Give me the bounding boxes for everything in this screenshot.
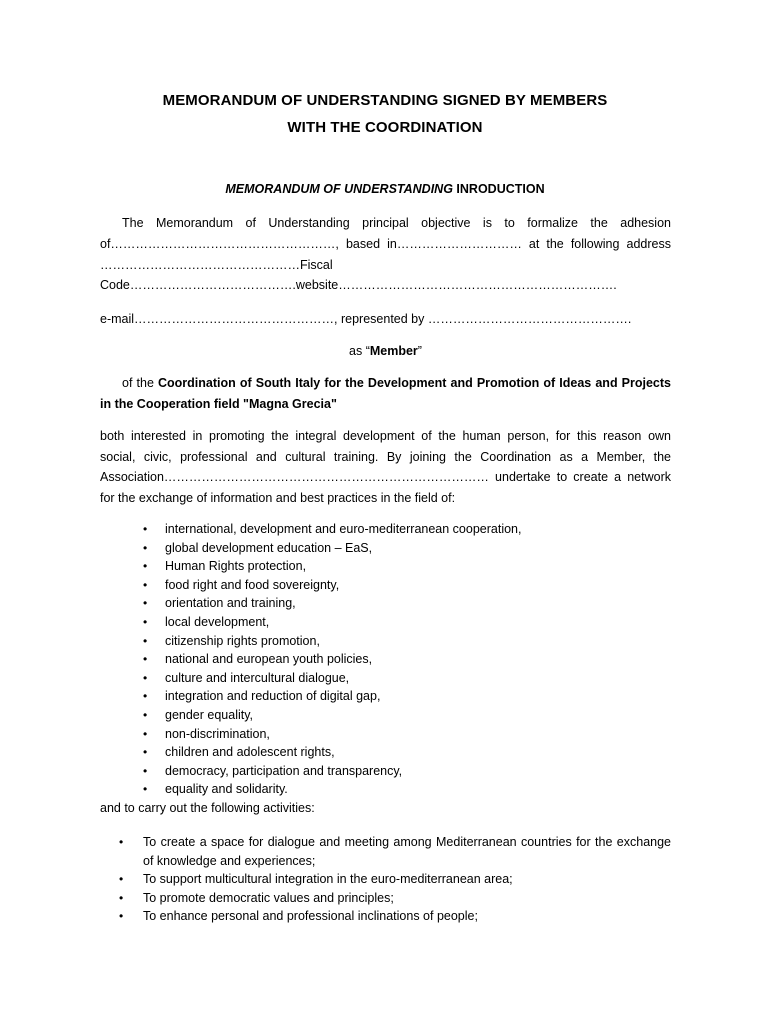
list-item	[143, 762, 665, 781]
list-item	[143, 669, 665, 688]
email-line: e-mail…………………………………………, represented by ………………………………………….	[100, 312, 632, 326]
list-item	[143, 613, 665, 632]
list-item	[143, 743, 665, 762]
member-prefix: as “	[349, 344, 370, 358]
intro-line-2: of………………………………………………, based in………………………… at the following address	[100, 237, 671, 251]
bullet-icon: •	[143, 763, 148, 778]
list-item-text: equality and solidarity.	[165, 782, 288, 797]
bullet-icon: •	[143, 540, 148, 555]
bullet-icon: •	[143, 522, 148, 536]
coordination-name: Coordination of South Italy for the Development and Promotion of Ideas and Projects in the Cooperation field "Magna Grecia"	[100, 376, 671, 411]
body-line-3: Association…………………………………………………………………… undertake to create a network	[100, 470, 671, 484]
list-item-text: local development,	[165, 614, 270, 629]
list-item	[119, 833, 671, 870]
list-item	[143, 650, 665, 669]
list-item-text: global development education – EaS,	[165, 540, 373, 555]
list-item-text: culture and intercultural dialogue,	[165, 670, 350, 685]
list-item-text: democracy, participation and transparency,	[165, 763, 403, 778]
bullet-icon: •	[143, 670, 148, 685]
member-label: Member	[369, 344, 418, 358]
coordination-paragraph	[100, 373, 671, 414]
bullet-icon: •	[143, 707, 148, 722]
list-item-text: national and european youth policies,	[165, 652, 373, 667]
list-item	[143, 632, 665, 651]
subtitle-plain: INRODUCTION	[452, 182, 545, 196]
bullet-icon: •	[143, 633, 148, 648]
bullet-icon: •	[143, 614, 148, 629]
list-item-text: children and adolescent rights,	[165, 745, 335, 760]
list-item	[119, 907, 671, 926]
bullet-icon: •	[143, 745, 148, 760]
activities-list	[119, 833, 671, 926]
activities-intro: and to carry out the following activities:	[100, 801, 315, 815]
list-item-text: citizenship rights promotion,	[165, 633, 320, 648]
bullet-icon: •	[143, 596, 148, 611]
body-line-4: for the exchange of information and best practices in the field of:	[100, 491, 456, 505]
list-item-text: international, development and euro-mediterranean cooperation,	[165, 522, 522, 536]
list-item	[143, 594, 665, 613]
list-item-text: To create a space for dialogue and meeting among Mediterranean countries for the exchange of knowledge and experiences;	[143, 835, 671, 868]
list-item	[143, 576, 665, 595]
coordination-prefix: of the	[122, 376, 158, 390]
bullet-icon: •	[143, 689, 148, 704]
document-title-line-1: MEMORANDUM OF UNDERSTANDING SIGNED BY MEMBERS	[162, 92, 608, 109]
intro-line-4: Code………………………………….website………………………………………………………….	[100, 278, 617, 292]
intro-line-3: …………………………………………Fiscal	[100, 258, 333, 272]
bullet-icon: •	[143, 652, 148, 667]
list-item-text: food right and food sovereignty,	[165, 577, 340, 592]
section-subtitle	[0, 182, 770, 196]
list-item	[143, 706, 665, 725]
member-suffix: ”	[417, 344, 422, 358]
list-item	[143, 687, 665, 706]
bullet-icon: •	[119, 890, 124, 905]
bullet-icon: •	[119, 872, 124, 886]
body-line-2: social, civic, professional and cultural training. By joining the Coordination as a Member, the	[100, 450, 671, 464]
list-item	[143, 520, 665, 539]
bullet-icon: •	[119, 835, 124, 849]
member-line	[100, 341, 671, 362]
list-item	[119, 889, 671, 908]
bullet-icon: •	[143, 559, 148, 574]
list-item-text: To promote democratic values and principles;	[143, 890, 394, 905]
list-item-text: integration and reduction of digital gap,	[165, 689, 381, 704]
list-item	[143, 780, 665, 799]
list-item-text: To support multicultural integration in the euro-mediterranean area;	[143, 872, 513, 886]
bullet-icon: •	[143, 577, 148, 592]
intro-line-1: The Memorandum of Understanding principal objective is to formalize the adhesion	[122, 216, 671, 230]
bullet-icon: •	[119, 909, 124, 923]
list-item-text: orientation and training,	[165, 596, 296, 611]
list-item	[119, 870, 671, 889]
list-item-text: Human Rights protection,	[165, 559, 307, 574]
list-item	[143, 725, 665, 744]
list-item-text: gender equality,	[165, 707, 254, 722]
bullet-icon: •	[143, 782, 148, 797]
bullet-icon: •	[143, 726, 148, 741]
subtitle-italic: MEMORANDUM OF UNDERSTANDING	[225, 182, 453, 196]
list-item-text: To enhance personal and professional inclinations of people;	[143, 909, 478, 923]
fields-list	[143, 520, 665, 799]
list-item-text: non-discrimination,	[165, 726, 270, 741]
body-line-1: both interested in promoting the integral development of the human person, for this reason own	[100, 429, 671, 443]
document-title-line-2: WITH THE COORDINATION	[287, 119, 483, 136]
list-item	[143, 557, 665, 576]
list-item	[143, 539, 665, 558]
